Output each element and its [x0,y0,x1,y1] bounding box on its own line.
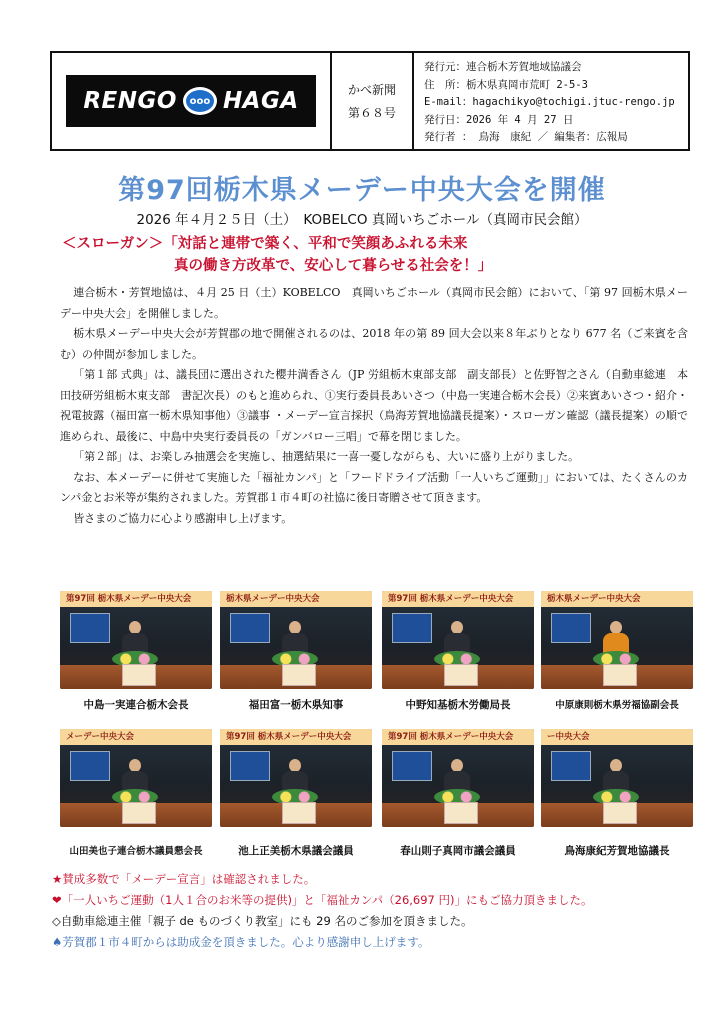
note-declaration: ★賛成多数で「メーデー宣言」は確認されました。 [52,872,316,886]
stage-board [230,751,270,781]
event-banner: 第97回 栃木県メーデー中央大会 [220,729,372,745]
note-grant: ♠芳賀郡１市４町からは助成金を頂きました。心より感謝申し上げます。 [52,935,430,949]
paragraph: 連合栃木・芳賀地協は、４月 25 日（土）KOBELCO 真岡いちごホール（真岡市民会館）において、「第 97 回栃木県メーデー中央大会」を開催しました。 [60,286,688,320]
event-banner: 栃木県メーデー中央大会 [220,591,372,607]
paragraph: 栃木県メーデー中央大会が芳賀郡の地で開催されるのは、2018 年の第 89 回大会以来８年ぶりとなり 677 名（ご来賓を含む）の仲間が参加しました。 [60,327,688,361]
stage-board [70,613,110,643]
editor-line: 発行者 ： 鳥海 康紀 ／ 編集者：広報局 [424,131,628,143]
event-banner: メーデー中央大会 [60,729,212,745]
rengo-emblem-icon: ooo [183,87,217,115]
podium-sign [603,664,637,686]
masthead [50,51,690,151]
event-banner: 第97回 栃木県メーデー中央大会 [382,729,534,745]
date-line: 発行日：2026 年 4 月 27 日 [424,113,574,126]
photo-caption: 中原康則栃木県労福協副会長 [555,700,679,711]
speaker-photo [60,591,212,689]
rengo-haga-logo [66,75,316,127]
stage-board [70,751,110,781]
paper-name: かべ新聞 [347,83,396,97]
podium-sign [603,802,637,824]
photo-caption: 池上正美栃木県議会議員 [238,845,354,857]
podium-sign [282,664,316,686]
paragraph: 「第２部」は、お楽しみ抽選会を実施し、抽選結果に一喜一憂しながらも、大いに盛り上がりました。 [73,450,580,463]
event-banner: 第97回 栃木県メーデー中央大会 [60,591,212,607]
notes [52,869,702,953]
logo-text-left: RENGO [83,88,177,114]
stage-board [392,751,432,781]
podium-sign [444,802,478,824]
photo-caption: 春山則子真岡市議会議員 [400,845,516,857]
address-line: 住 所：栃木県真岡市荒町 2-5-3 [424,78,588,91]
podium-sign [122,664,156,686]
email-line: E-mail：hagachikyo@tochigi.jtuc-rengo.jp [424,96,675,108]
event-banner: 栃木県メーデー中央大会 [541,591,693,607]
publisher-info [414,53,688,149]
publisher-line: 発行元：連合栃木芳賀地域協議会 [424,61,582,73]
slogan [62,233,702,277]
note-workshop: ◇自動車総連主催「親子 de ものづくり教室」にも 29 名のご参加を頂きました。 [52,914,473,928]
event-banner: 第97回 栃木県メーデー中央大会 [382,591,534,607]
article-body [60,283,688,529]
photo-caption: 山田美也子連合栃木議員懇会長 [69,846,203,857]
logo-area [52,53,332,149]
photo-caption: 中島一実連合栃木会長 [83,699,189,711]
event-banner: ー中央大会 [541,729,693,745]
logo-text-right: HAGA [222,88,299,114]
photo-caption: 鳥海康紀芳賀地協議長 [564,845,670,857]
slogan-line-1: ＜スローガン＞「対話と連帯で築く、平和で笑顔あふれる未来 [62,236,468,252]
speaker-photo [60,729,212,827]
event-date-venue: 2026 年４月２５日（土） KOBELCO 真岡いちごホール（真岡市民会館） [136,212,588,228]
speaker-photo [382,591,534,689]
paragraph: なお、本メーデーに併せて実施した「福祉カンパ」と「フードドライブ活動「一人いちご運動」」においては、たくさんのカンパ金とお米等が集約されました。芳賀郡１市４町の社協に後日寄贈させて頂きます。 [60,470,688,504]
speaker-photo [541,729,693,827]
issue-box [332,53,414,149]
stage-board [551,613,591,643]
stage-board [230,613,270,643]
speaker-photo [220,591,372,689]
speaker-photo [220,729,372,827]
issue-number: 第６８号 [347,106,396,120]
photo-caption: 中野知基栃木労働局長 [405,699,511,711]
stage-board [551,751,591,781]
speaker-photo [541,591,693,689]
note-donation: ❤「一人いちご運動（1人１合のお米等の提供)」と「福祉カンパ（26,697 円)」にもご協力頂きました。 [52,893,593,907]
podium-sign [122,802,156,824]
speaker-photo [382,729,534,827]
paragraph: 「第１部 式典」は、議長団に選出された櫻井満香さん（JP 労組栃木東部支部 副支部長）と佐野智之さん（自動車総連 本田技研労組栃木東支部 書記次長）のもと進められ、①実行委員長あいさつ（中島一実連合栃木会長）②来賓あいさつ・紹介・祝電披露（福田富一栃木県知事他）③議事 ・メーデー宣言採択（鳥海芳賀地協議長提案）・スローガン確認（議長提案）の順で進められ、最後に、中島中央実行委員長の「ガンバロー三唱」で幕を閉じました。 [60,368,688,443]
paragraph: 皆さまのご協力に心より感謝申し上げます。 [73,511,293,525]
podium-sign [282,802,316,824]
podium-sign [444,664,478,686]
stage-board [392,613,432,643]
slogan-line-2: 真の働き方改革で、安心して暮らせる社会を！」 [174,258,493,274]
photo-caption: 福田富一栃木県知事 [248,699,344,711]
page-title: 第97回栃木県メーデー中央大会を開催 [118,175,606,206]
